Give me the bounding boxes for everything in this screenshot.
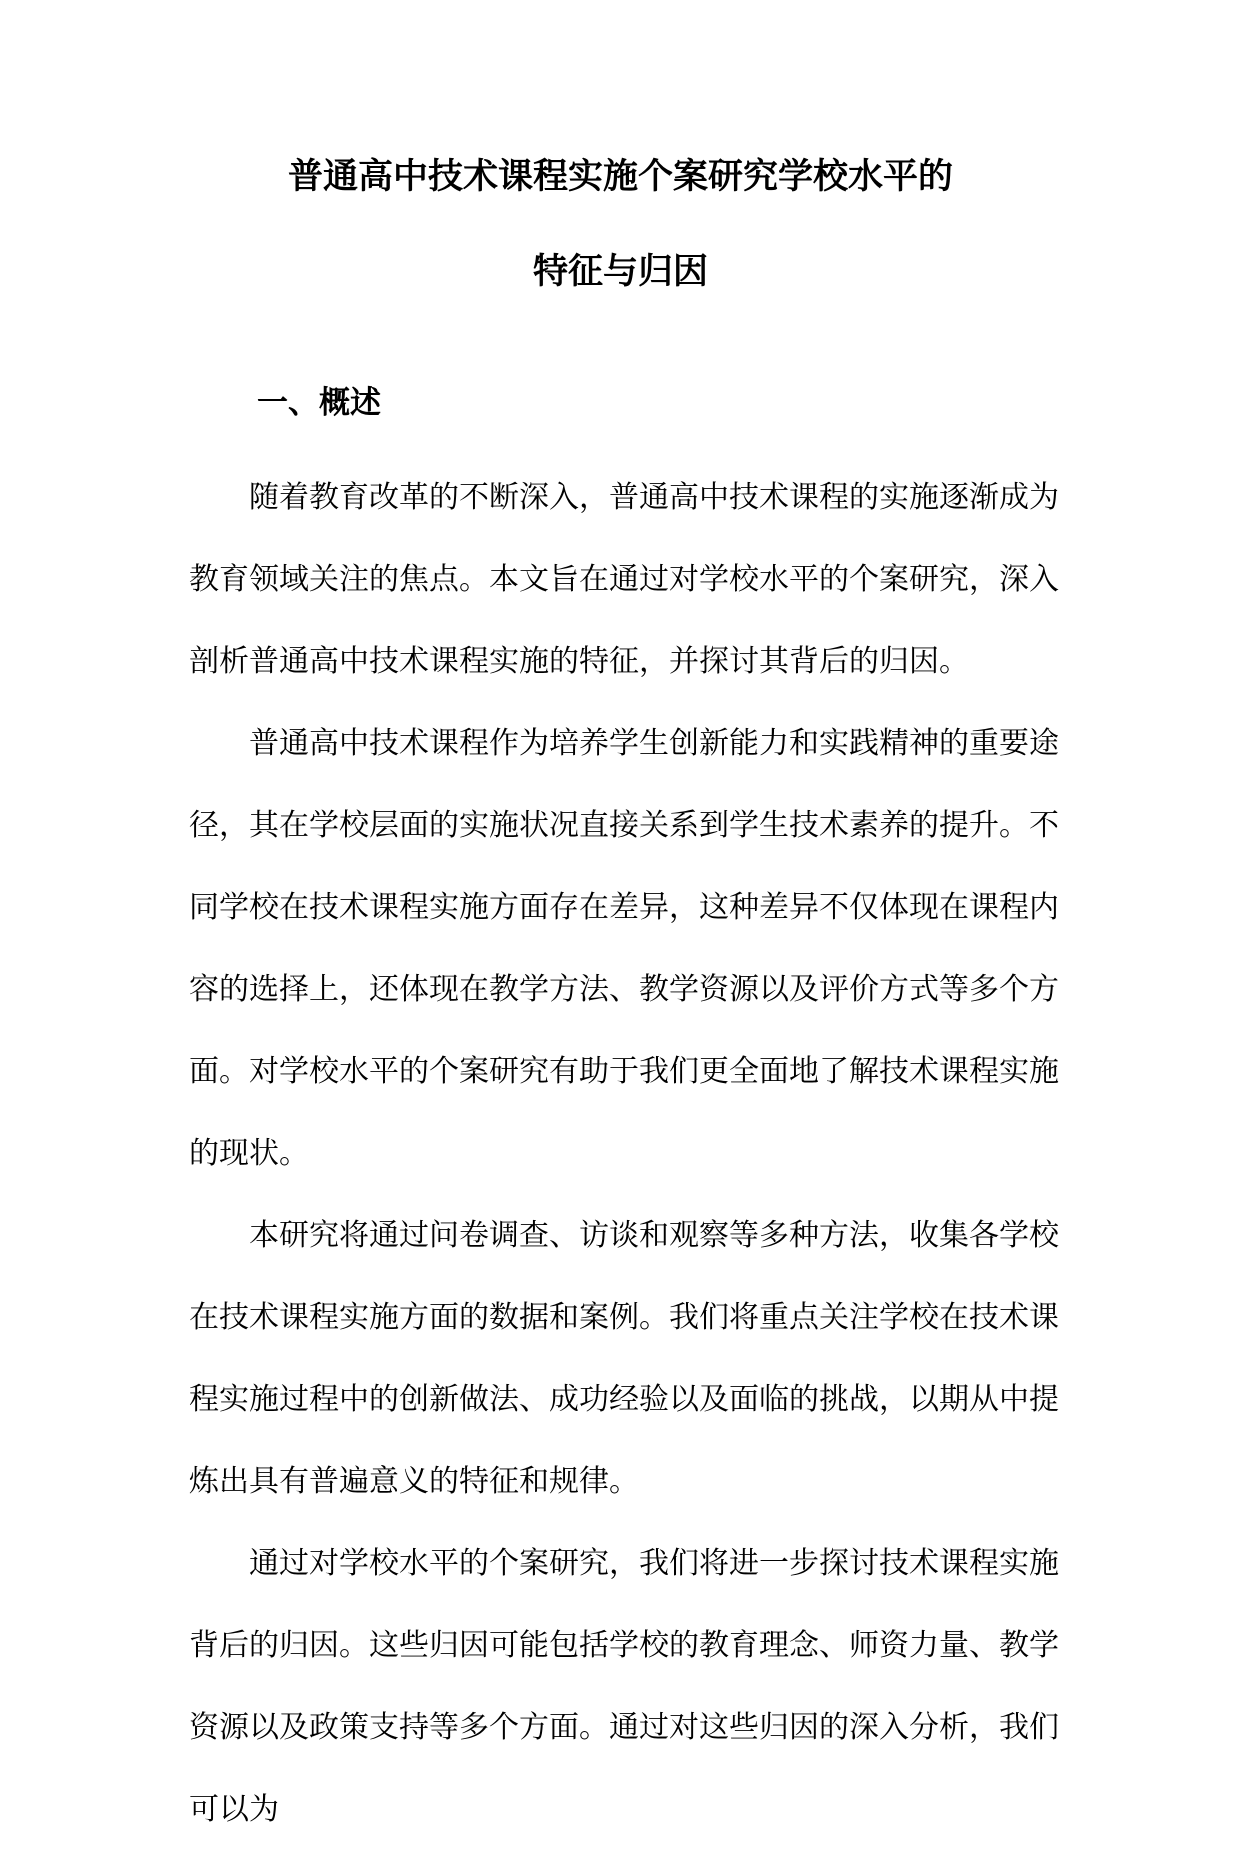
paragraph-2: 普通高中技术课程作为培养学生创新能力和实践精神的重要途径，其在学校层面的实施状况直接关系到学生技术素养的提升。不同学校在技术课程实施方面存在差异，这种差异不仅体现在课程内容的选择上，还体现在教学方法、教学资源以及评价方式等多个方面。对学校水平的个案研究有助于我们更全面地了解技术课程实施的现状。	[189, 726, 1059, 1171]
paragraph-3: 本研究将通过问卷调查、访谈和观察等多种方法，收集各学校在技术课程实施方面的数据和案例。我们将重点关注学校在技术课程实施过程中的创新做法、成功经验以及面临的挑战，以期从中提炼出具有普遍意义的特征和规律。	[189, 1218, 1059, 1499]
body-text	[189, 457, 1059, 1851]
document-title-line-2: 特征与归因	[532, 252, 708, 292]
section-heading: 一、概述	[257, 385, 381, 421]
document-title-line-1: 普通高中技术课程实施个案研究学校水平的	[287, 157, 953, 197]
paragraph-4: 通过对学校水平的个案研究，我们将进一步探讨技术课程实施背后的归因。这些归因可能包括学校的教育理念、师资力量、教学资源以及政策支持等多个方面。通过对这些归因的深入分析，我们可以为	[189, 1546, 1059, 1827]
paragraph-1: 随着教育改革的不断深入，普通高中技术课程的实施逐渐成为教育领域关注的焦点。本文旨在通过对学校水平的个案研究，深入剖析普通高中技术课程实施的特征，并探讨其背后的归因。	[189, 480, 1059, 679]
